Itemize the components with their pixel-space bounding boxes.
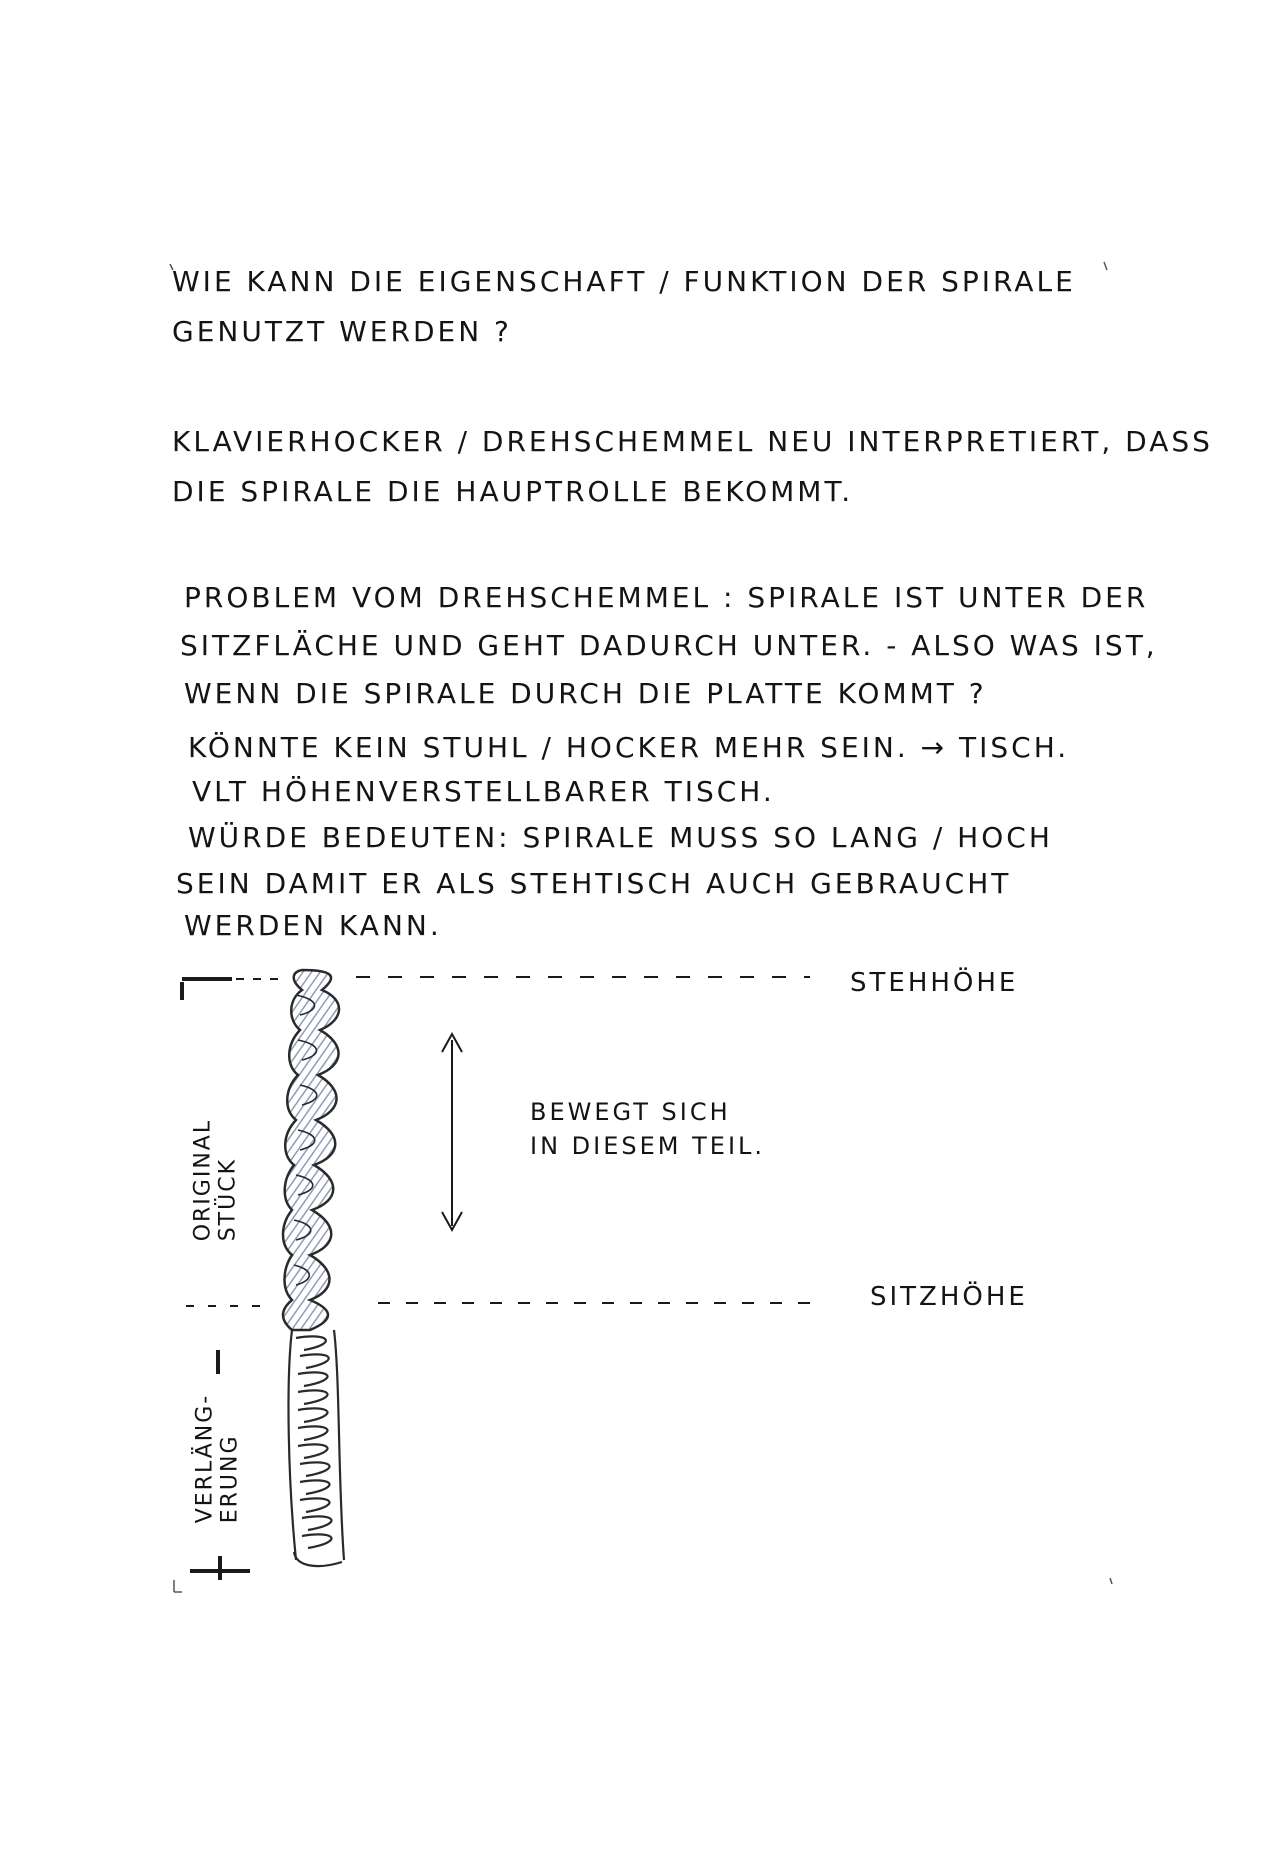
idea-line-2: DIE SPIRALE DIE HAUPTROLLE BEKOMMT. xyxy=(172,475,854,508)
question-line-1: WIE KANN DIE EIGENSCHAFT / FUNKTION DER SPIRALE xyxy=(172,265,1076,298)
seat-height-label: SITZHÖHE xyxy=(870,1282,1028,1312)
question-line-2: GENUTZT WERDEN ? xyxy=(172,315,512,348)
corner-marks xyxy=(170,262,1112,1592)
problem-line-2: SITZFLÄCHE UND GEHT DADURCH UNTER. - ALSO WAS IST, xyxy=(180,629,1158,662)
problem-line-1: PROBLEM VOM DREHSCHEMMEL : SPIRALE IST UNTER DER xyxy=(184,581,1149,614)
problem-line-5: VLT HÖHENVERSTELLBARER TISCH. xyxy=(192,775,775,808)
problem-line-8: WERDEN KANN. xyxy=(184,909,442,942)
seat-height-line xyxy=(186,1303,810,1306)
spiral-extension-piece xyxy=(289,1330,344,1566)
standing-height-line xyxy=(182,977,810,979)
extension-piece-label: VERLÄNG- ERUNG xyxy=(192,1393,243,1524)
problem-line-4: KÖNNTE KEIN STUHL / HOCKER MEHR SEIN. → TISCH. xyxy=(188,731,1070,764)
spiral-original-piece xyxy=(283,970,339,1330)
moves-label-line-2: IN DIESEM TEIL. xyxy=(530,1132,766,1160)
moves-label-line-1: BEWEGT SICH xyxy=(530,1098,731,1126)
original-piece-label: ORIGINAL STÜCK xyxy=(190,1118,241,1242)
problem-line-6: WÜRDE BEDEUTEN: SPIRALE MUSS SO LANG / HOCH xyxy=(188,821,1053,854)
standing-height-label: STEHHÖHE xyxy=(850,968,1019,998)
problem-line-3: WENN DIE SPIRALE DURCH DIE PLATTE KOMMT ? xyxy=(184,677,987,710)
idea-line-1: KLAVIERHOCKER / DREHSCHEMMEL NEU INTERPRETIERT, DASS xyxy=(172,425,1213,458)
movement-arrow xyxy=(442,1034,462,1230)
problem-line-7: SEIN DAMIT ER ALS STEHTISCH AUCH GEBRAUCHT xyxy=(176,867,1012,900)
